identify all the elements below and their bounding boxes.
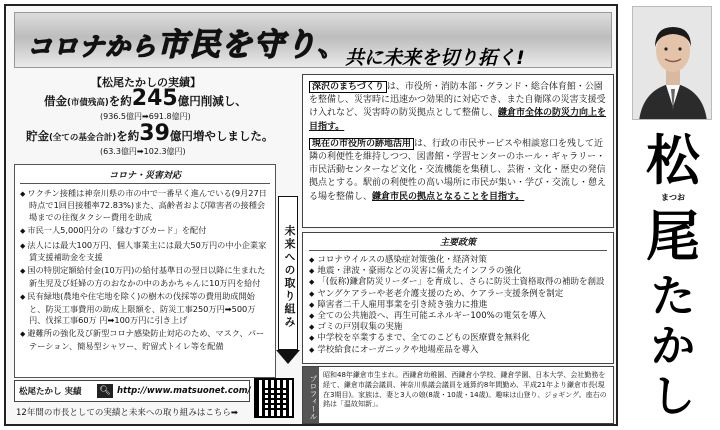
debt-label: 借金 — [44, 94, 67, 108]
plan-section — [302, 74, 614, 228]
name-kana: まつお — [661, 192, 685, 202]
debt-mid: を約 — [108, 94, 132, 108]
corona-item: ◆ ワクチン接種は神奈川県の市の中で一番早く進んでいる(9月27日時点で1回目接種率72.83%)また、高齢者および障害者の接種会場までの往復タクシー費用を助成 — [20, 188, 270, 223]
savings-mid: を約 — [116, 129, 140, 143]
headline-main — [27, 19, 349, 64]
website-url[interactable]: http://www.matsuonet.com/ — [117, 386, 251, 396]
debt-note: (936.5億円➡691.8億円) — [100, 112, 191, 121]
search-label: 松尾たかし 実績 — [19, 387, 82, 397]
plan-cityhall-goal: 鎌倉市民の拠点となることを目指す。 — [372, 191, 525, 202]
policy-item: ◆ 中学校を卒業するまで、全てのこどもの医療費を無料化 — [309, 333, 607, 344]
portrait-image — [633, 7, 712, 120]
plan-cityhall-text: は、行政の市民サービスや相談窓口を残して近隣の利便性を維持しつつ、図書館・学習センターのホール・ギャラリー・市民活動センターなど文化・交流機能を集積し、芸術・文化・歴史の発信拠点とする。駅前の利便性の高い場所に市民が集い・学び・交流し・憩える場を整備し、 — [309, 138, 607, 202]
savings-tail: 億円増やしました。 — [169, 129, 274, 143]
name-char: 松 — [646, 128, 700, 192]
achievements-title: 【松尾たかしの実績】 — [91, 76, 201, 89]
policy-item: ◆ 障害者二千人雇用事業を引き続き強力に推進 — [309, 300, 607, 311]
savings-label: 貯金 — [26, 129, 49, 143]
policy-item: ◆ 地震・津波・豪雨などの災害に備えたインフラの強化 — [309, 266, 607, 277]
corona-item: ◆ 避難所の強化及び新型コロナ感染防止対応のため、マスク、パーテーション、簡易型シャワー、貯留式トイレ等を配備 — [20, 328, 270, 352]
candidate-name — [630, 130, 716, 426]
policy-item: ◆ ゴミの戸別収集の実施 — [309, 322, 607, 333]
footer-note: 12年間の市長としての実績と未来への取り組みはこちら➡ — [16, 408, 238, 418]
future-arrow-label: 未来への取り組み — [278, 196, 298, 350]
policy-item: ◆ ヤングケアラーや老老介護支援のため、ケアラー支援条例を制定 — [309, 289, 607, 300]
savings-number: 39 — [139, 121, 170, 146]
corona-item: ◆ 民有緑地(農地や住宅地を除く)の樹木の伐採等の費用助成開始と、防災工事費用の助成上限額を、防災工事250万円➡500万円、伐採工事60万 円➡100万円に引き上げ — [20, 291, 270, 326]
plan-fukasawa-goal: 鎌倉市全体の防災力向上を目指す。 — [309, 108, 607, 132]
search-box[interactable] — [14, 380, 250, 402]
debt-line — [44, 86, 247, 111]
headline-big: 市民を守り、 — [157, 27, 350, 63]
savings-note: (63.3億円➡102.3億円) — [100, 147, 186, 156]
policy-item: ◆ コロナウイルスの感染症対策強化・経済対策 — [309, 255, 607, 266]
plan-cityhall-tag: 現在の市役所の跡地活用 — [309, 138, 414, 150]
profile-text: 昭和48年鎌倉市生まれ。西鎌倉幼稚園、西鎌倉小学校、鎌倉学園、日本大学、会社勤務を経て、鎌倉市議会議員、神奈川県議会議員を通算約8年間勤め、平成21年より鎌倉市長(現在3期目)。家族は、妻と3人の娘(8歳・10歳・14歳)。趣味は山登り、ジョギング。座右の銘は「温故知新」。 — [323, 371, 607, 409]
plan-fukasawa-tag: 深沢のまちづくり — [309, 81, 387, 93]
headline-prefix: コロナから — [27, 32, 158, 61]
savings-line — [26, 121, 273, 146]
corona-heading: コロナ・災害対応 — [20, 168, 270, 184]
candidate-photo — [632, 6, 712, 120]
name-char: た — [651, 271, 695, 322]
corona-item: ◆ 国の特別定額給付金(10万円)の給付基準日の翌日以降に生まれた新生児及び妊婦の方のおなかの中のあかちゃんに10万円を給付 — [20, 265, 270, 289]
corona-section — [14, 164, 276, 378]
corona-item: ◆ 市民一人5,000円分の「縁むすびカード」を配付 — [20, 225, 270, 237]
headline-sub: 共に未来を切り拓く! — [345, 47, 525, 68]
search-icon: 🔍︎ — [97, 384, 113, 398]
policy-item: ◆ 「(仮称)鎌倉防災リーダー」を育成し、さらに防災士資格取得の補助を創設 — [309, 277, 607, 288]
debt-paren: (市債残高) — [67, 98, 109, 108]
plan-fukasawa-text: は、市役所・消防本部・グランド・総合体育館・公園を整備し、災害時に迅速かつ効果的に対応でき、また自衛隊の災害支援受け入れなど、災害時の防災拠点として整備し、 — [309, 82, 606, 119]
corona-item: ◆ 法人には最大100万円、個人事業主には最大50万円の中小企業家賃支援補助金を支援 — [20, 240, 270, 264]
savings-paren: (全ての基金合計) — [49, 133, 117, 143]
policy-section — [302, 232, 614, 364]
profile-label: プロフィール — [303, 367, 319, 423]
qr-code[interactable] — [254, 378, 294, 418]
debt-number: 245 — [131, 86, 178, 111]
name-char: し — [651, 371, 695, 422]
name-char: か — [651, 321, 695, 372]
arrow-down-icon — [276, 350, 300, 364]
plan-cityhall — [309, 138, 607, 204]
policy-item: ◆ 学校給食にオーガニックや地場産品を導入 — [309, 345, 607, 356]
profile-section — [302, 366, 614, 424]
policy-heading: 主要政策 — [309, 235, 607, 251]
name-char: 尾 — [646, 204, 700, 268]
policy-item: ◆ 全ての公共施設へ、再生可能エネルギー100%の電気を導入 — [309, 311, 607, 322]
plan-fukasawa — [309, 81, 607, 134]
headline-banner — [14, 12, 612, 68]
campaign-flyer — [4, 4, 618, 426]
debt-tail: 億円削減し、 — [177, 94, 247, 108]
